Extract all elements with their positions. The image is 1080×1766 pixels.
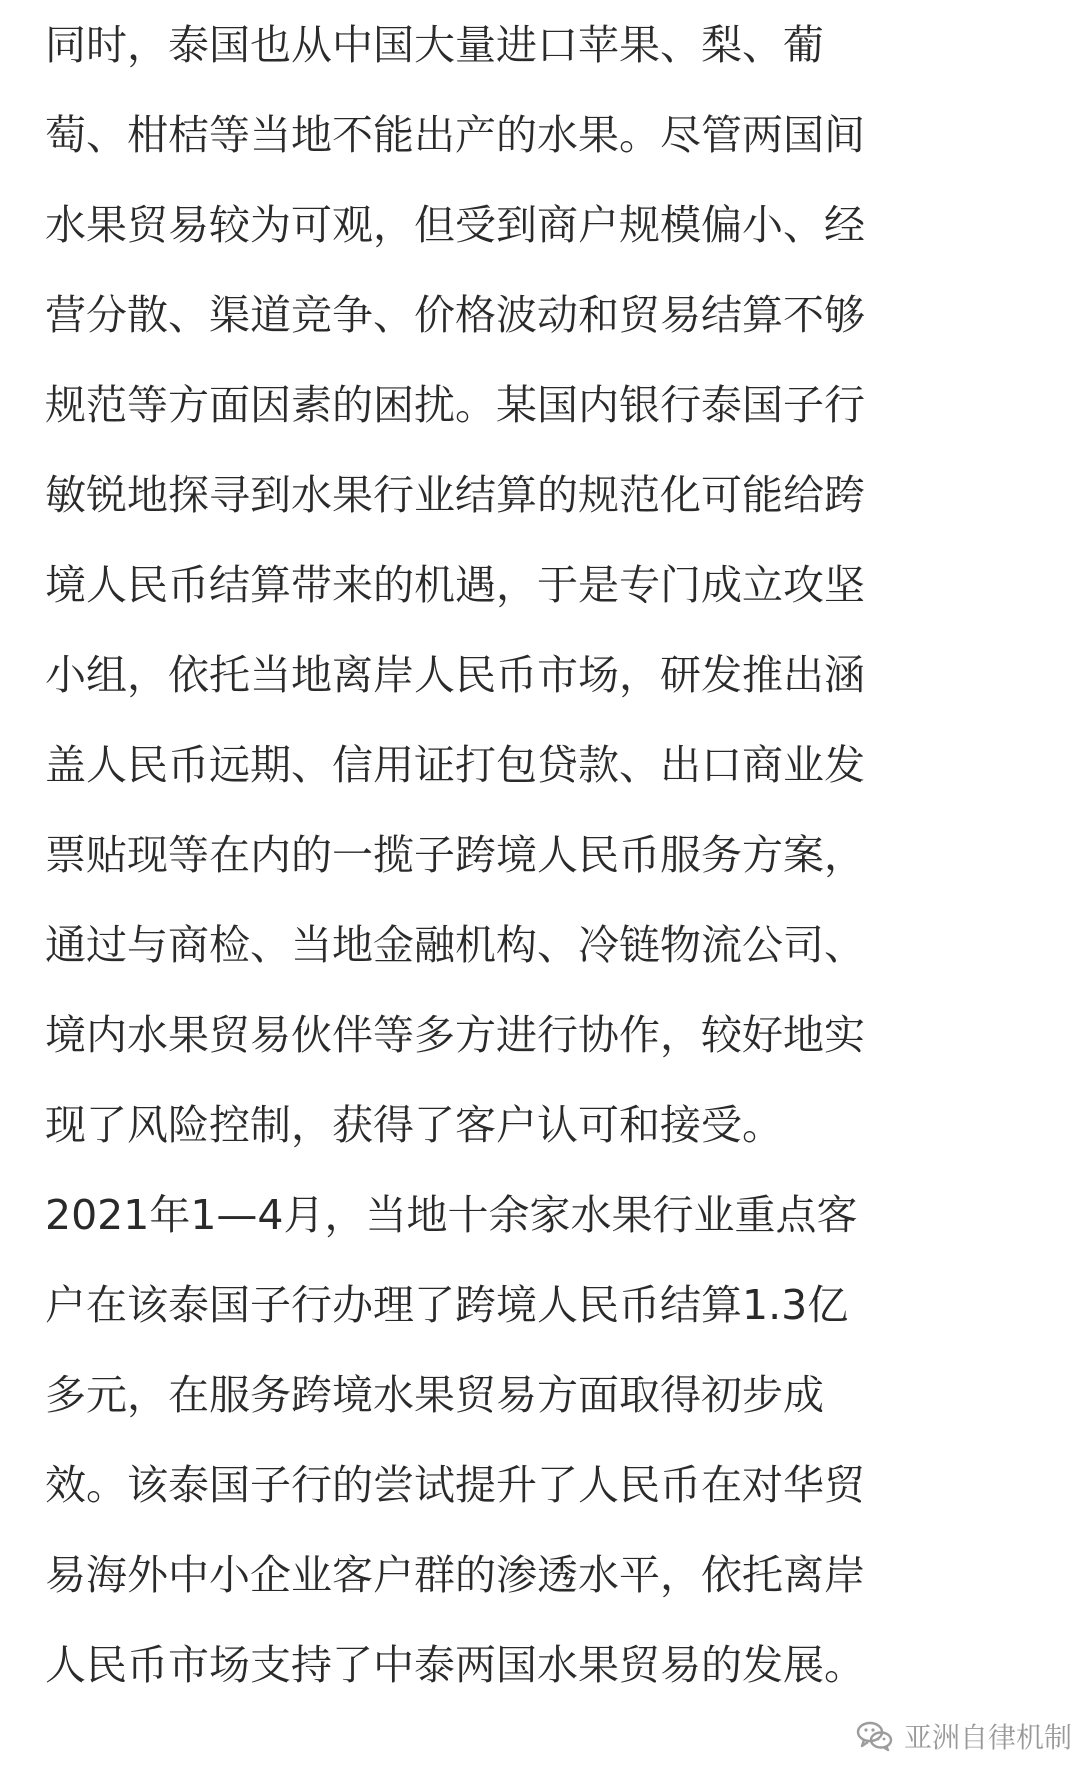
text-line: 通过与商检、当地金融机构、冷链物流公司、 [45, 921, 865, 969]
text-line: 人民币市场支持了中泰两国水果贸易的发展。 [45, 1641, 865, 1689]
text-line: 营分散、渠道竞争、价格波动和贸易结算不够 [45, 291, 865, 339]
watermark-text: 亚洲自律机制 [903, 1721, 1072, 1754]
text-line: 2021年1—4月，当地十余家水果行业重点客 [45, 1191, 858, 1239]
text-line: 萄、柑桔等当地不能出产的水果。尽管两国间 [45, 111, 865, 159]
text-line: 境内水果贸易伙伴等多方进行协作，较好地实 [45, 1011, 865, 1059]
text-line: 小组，依托当地离岸人民币市场，研发推出涵 [45, 651, 865, 699]
text-line: 规范等方面因素的困扰。某国内银行泰国子行 [45, 381, 865, 429]
wechat-watermark [856, 1716, 1072, 1756]
text-line: 境人民币结算带来的机遇，于是专门成立攻坚 [45, 561, 865, 609]
text-line: 易海外中小企业客户群的渗透水平，依托离岸 [45, 1551, 865, 1599]
text-line: 同时，泰国也从中国大量进口苹果、梨、葡 [45, 21, 824, 69]
text-line: 户在该泰国子行办理了跨境人民币结算1.3亿 [45, 1281, 849, 1329]
text-line: 票贴现等在内的一揽子跨境人民币服务方案， [45, 831, 865, 879]
text-line: 现了风险控制，获得了客户认可和接受。 [45, 1101, 783, 1149]
wechat-icon [856, 1719, 894, 1753]
article-body [45, 0, 1035, 1766]
text-line: 效。该泰国子行的尝试提升了人民币在对华贸 [45, 1461, 865, 1509]
text-line: 水果贸易较为可观，但受到商户规模偏小、经 [45, 201, 865, 249]
text-line: 敏锐地探寻到水果行业结算的规范化可能给跨 [45, 471, 865, 519]
text-line: 多元，在服务跨境水果贸易方面取得初步成 [45, 1371, 824, 1419]
text-line: 盖人民币远期、信用证打包贷款、出口商业发 [45, 741, 865, 789]
